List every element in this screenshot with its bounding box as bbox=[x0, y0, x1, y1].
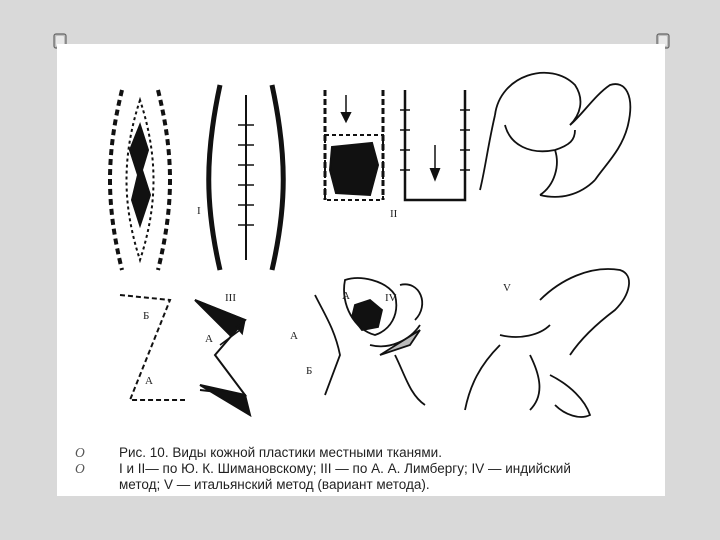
flap-label-b1: Б bbox=[143, 310, 150, 322]
fig-ii-sutured-drawing bbox=[400, 90, 470, 200]
flap-label-a1: А bbox=[145, 375, 153, 387]
caption-line-1: Рис. 10. Виды кожной пластики местными тканями. bbox=[119, 445, 442, 460]
fig-iv-indian-flap-drawing bbox=[315, 278, 425, 405]
figure-label-iv: IV bbox=[385, 292, 397, 304]
figure-label-ii: II bbox=[390, 208, 398, 220]
caption-line-2: I и II— по Ю. К. Шимановскому; III — по А. А. Лимбергу; IV — индийский bbox=[119, 461, 571, 476]
flap-label-a4: А bbox=[290, 330, 298, 342]
figure-label-v: V bbox=[503, 282, 511, 294]
fig-v-italian-method-drawing bbox=[465, 269, 629, 417]
figure-label-iii: III bbox=[225, 292, 236, 304]
bullet-1: O bbox=[75, 445, 85, 460]
flap-label-a3: А bbox=[342, 290, 350, 302]
fig-i-incision-drawing bbox=[110, 90, 170, 270]
flap-label-a2: А bbox=[205, 333, 213, 345]
caption-line-3: метод; V — итальянский метод (вариант метода). bbox=[119, 477, 430, 492]
head-portrait-drawing bbox=[480, 73, 630, 197]
skin-plasty-illustration bbox=[100, 55, 640, 435]
fig-ii-flap-drawing bbox=[325, 90, 383, 200]
figure-caption bbox=[75, 445, 645, 493]
fig-iii-z-plasty-drawing bbox=[120, 295, 250, 415]
figure-label-i: I bbox=[197, 205, 201, 217]
fig-i-sutured-drawing bbox=[209, 85, 284, 270]
flap-label-b2: Б bbox=[306, 365, 313, 377]
bullet-2: O bbox=[75, 461, 85, 476]
